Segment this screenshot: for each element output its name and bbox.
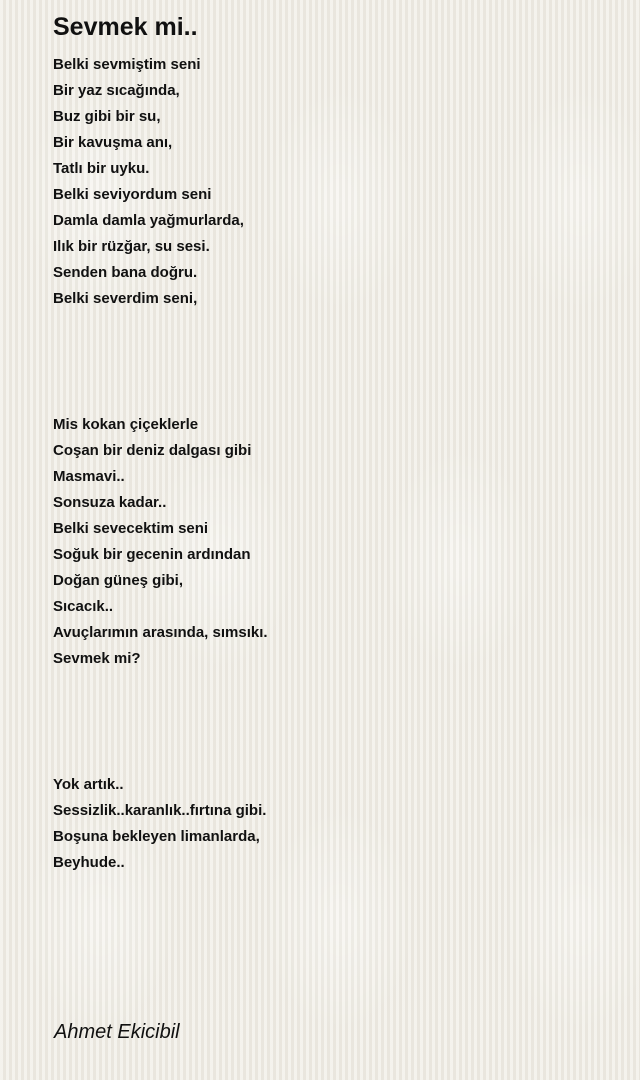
- poem-line: Belki sevmiştim seni: [53, 56, 201, 73]
- stanza-2: [53, 412, 613, 672]
- poem-line: Belki seviyordum seni: [53, 186, 212, 203]
- poem-line: Damla damla yağmurlarda,: [53, 212, 244, 229]
- poem-line: Coşan bir deniz dalgası gibi: [53, 442, 252, 459]
- stanza-gap: [53, 672, 613, 772]
- poem-line: Mis kokan çiçeklerle: [53, 416, 199, 433]
- poem-line: Bir kavuşma anı,: [53, 134, 173, 151]
- poem-line: Sessizlik..karanlık..fırtına gibi.: [53, 802, 267, 819]
- poem-line: Beyhude..: [53, 854, 125, 871]
- stanza-1: [53, 52, 613, 312]
- poem-line: Soğuk bir gecenin ardından: [53, 546, 251, 563]
- poem-title: Sevmek mi..: [53, 13, 198, 41]
- poem-line: Masmavi..: [53, 468, 125, 485]
- poem-line: Ilık bir rüzğar, su sesi.: [53, 238, 210, 255]
- poem-line: Doğan güneş gibi,: [53, 572, 183, 589]
- poem-line: Belki sevecektim seni: [53, 520, 209, 537]
- poem-line: Bir yaz sıcağında,: [53, 82, 180, 99]
- poem-line: Belki severdim seni,: [53, 290, 198, 307]
- author-name: Ahmet Ekicibil: [54, 1021, 180, 1043]
- poem-line: Buz gibi bir su,: [53, 108, 161, 125]
- poem-body: [53, 52, 613, 876]
- poem-line: Avuçlarımın arasında, sımsıkı.: [53, 624, 268, 641]
- poem-line: Senden bana doğru.: [53, 264, 198, 281]
- poem-line: Boşuna bekleyen limanlarda,: [53, 828, 260, 845]
- stanza-gap: [53, 312, 613, 412]
- poem-line: Sıcacık..: [53, 598, 114, 615]
- stanza-3: [53, 772, 613, 876]
- poem-line: Sevmek mi?: [53, 650, 141, 667]
- poem-line: Tatlı bir uyku.: [53, 160, 150, 177]
- poem-line: Yok artık..: [53, 776, 124, 793]
- poem-line: Sonsuza kadar..: [53, 494, 167, 511]
